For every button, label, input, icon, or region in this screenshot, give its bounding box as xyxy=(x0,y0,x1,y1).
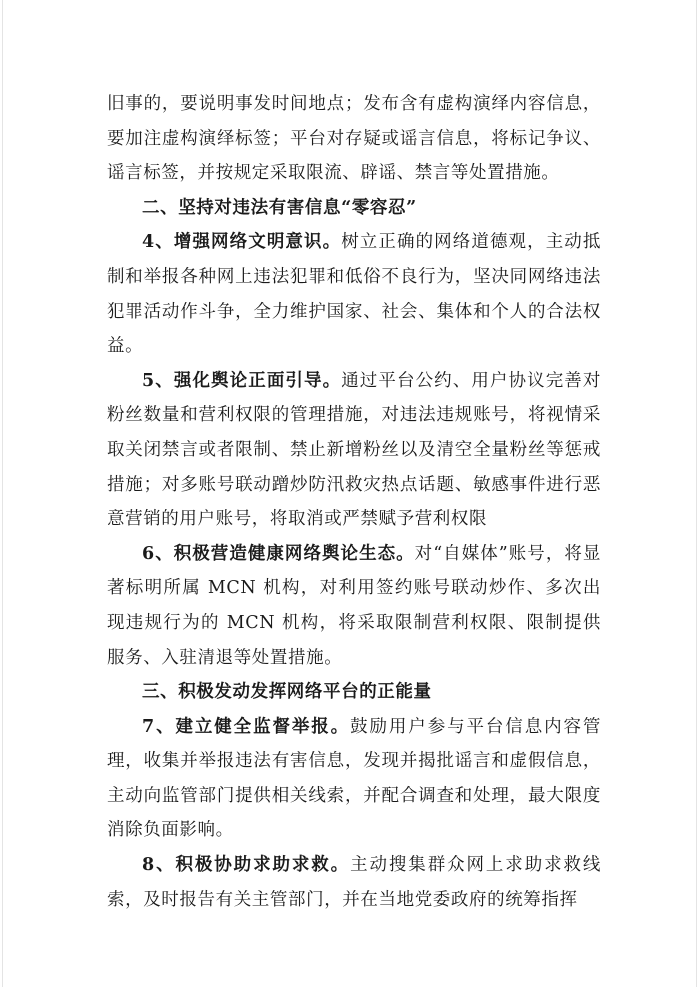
item-5-lead: 5、强化舆论正面引导。 xyxy=(142,370,342,391)
paragraph-item-7 xyxy=(107,710,601,848)
document-body xyxy=(107,87,601,917)
item-5-body: 通过平台公约、用户协议完善对粉丝数量和营利权限的管理措施，对违法违规账号，将视情采取关闭禁言或者限制、禁止新增粉丝以及清空全量粉丝等惩戒措施；对多账号联动蹭炒防汛救灾热点话题、敏感事件进行恶意营销的用户账号，将取消或严禁赋予营利权限 xyxy=(107,370,602,530)
paragraph-item-8 xyxy=(107,848,601,917)
page-edge-left xyxy=(2,0,3,987)
paragraph-item-4 xyxy=(107,225,601,363)
item-7-body: 鼓励用户参与平台信息内容管理，收集并举报违法有害信息，发现并揭批谣言和虚假信息，主动向监管部门提供相关线索，并配合调查和处理，最大限度消除负面影响。 xyxy=(107,716,601,841)
item-4-lead: 4、增强网络文明意识。 xyxy=(142,232,342,253)
item-6-lead: 6、积极营造健康网络舆论生态。 xyxy=(142,543,415,564)
section-heading-3: 三、积极发动发挥网络平台的正能量 xyxy=(142,682,432,703)
paragraph-item-6 xyxy=(107,537,601,675)
item-6-body: 对“自媒体”账号，将显著标明所属 MCN 机构，对利用签约账号联动炒作、多次出现违规行为的 MCN 机构，将采取限制营利权限、限制提供服务、入驻清退等处置措施。 xyxy=(107,543,601,668)
item-4-body: 树立正确的网络道德观，主动抵制和举报各种网上违法犯罪和低俗不良行为，坚决同网络违法犯罪活动作斗争，全力维护国家、社会、集体和个人的合法权益。 xyxy=(107,232,602,357)
paragraph-continuation: 旧事的，要说明事发时间地点；发布含有虚构演绎内容信息，要加注虚构演绎标签；平台对存疑或谣言信息，将标记争议、谣言标签，并按规定采取限流、辟谣、禁言等处置措施。 xyxy=(107,94,601,184)
item-8-body: 主动搜集群众网上求助求救线索，及时报告有关主管部门，并在当地党委政府的统筹指挥 xyxy=(107,855,601,910)
paragraph-item-5 xyxy=(107,364,601,537)
item-8-lead: 8、积极协助求助求救。 xyxy=(142,855,351,876)
item-7-lead: 7、建立健全监督举报。 xyxy=(142,716,351,737)
section-heading-2: 二、坚持对违法有害信息“零容忍” xyxy=(142,197,417,218)
page-edge-right xyxy=(696,0,697,987)
